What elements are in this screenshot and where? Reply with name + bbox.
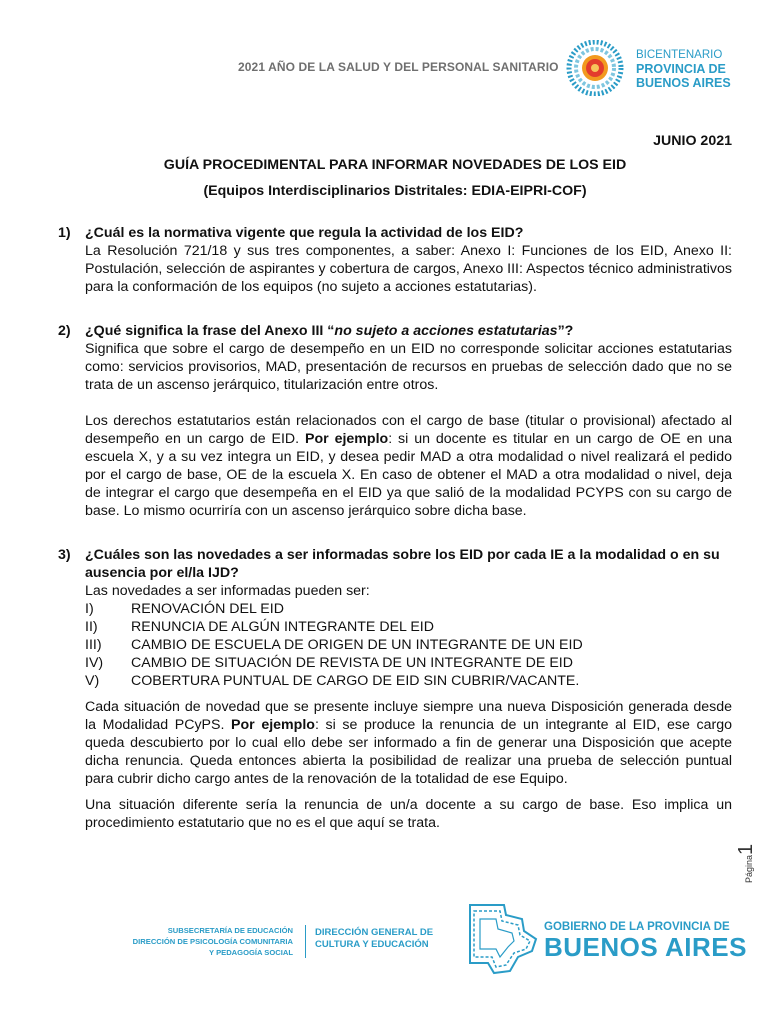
page-number [735,844,758,883]
bicentenario-logo-icon [562,40,628,96]
question-heading: ¿Cuál es la normativa vigente que regula la actividad de los EID? [85,225,524,241]
list-item-text: RENUNCIA DE ALGÚN INTEGRANTE DEL EID [131,619,434,635]
header-title: 2021 AÑO DE LA SALUD Y DEL PERSONAL SANITARIO [238,60,559,74]
list-item-number: I) [85,601,94,617]
answer-paragraph: Significa que sobre el cargo de desempeño en un EID no corresponde solicitar acciones estatutarias como: servicios provisorios, MAD, presentación de recursos en pruebas de selección dado que no se trata de un ascenso jerárquico, titularización entre otros. [85,341,732,393]
list-item [85,600,732,618]
answer-paragraph [85,412,732,520]
header-org-name [636,48,731,90]
province-map-icon [460,901,540,977]
footer-divider [305,925,306,958]
list-item-number: V) [85,673,100,689]
answer-bold-label: Por ejemplo [305,431,389,447]
question-number: 1) [58,225,71,241]
question-heading-emphasis: no sujeto a acciones estatutarias [334,323,558,339]
page-label: Página [744,854,754,883]
list-item-number: III) [85,637,102,653]
list-item-text: COBERTURA PUNTUAL DE CARGO DE EID SIN CUBRIR/VACANTE. [131,673,580,689]
answer-text: : si se produce la renuncia de un integrante al EID, ese cargo queda descubierto por lo cual ello debe ser informado a fin de generar una Disposición que acepte dicha renuncia. Queda entonces abierta la posibilidad de realizar una prueba de selección puntual para cubrir dicho cargo antes de la renovación de la totalidad de ese Equipo. [85,717,732,787]
page-header [0,0,768,110]
novedades-list [85,600,732,690]
footer-left-line3: Y PEDAGOGÍA SOCIAL [209,948,293,957]
answer-text: Cada situación de novedad que se presente incluye siempre una nueva Disposición generada desde la Modalidad PCyPS. [85,699,732,733]
list-item [85,672,732,690]
footer-gobierno [544,921,747,961]
page-footer [0,895,768,1024]
document-date: JUNIO 2021 [653,133,732,149]
list-item-number: IV) [85,655,104,671]
footer-right-line2: BUENOS AIRES [544,932,747,962]
question-1 [58,224,732,296]
answer-paragraph: Una situación diferente sería la renuncia de un/a docente a su cargo de base. Eso implica un procedimiento estatutario que no es el que aquí se trata. [85,797,732,831]
footer-direccion-general [315,927,433,951]
document-subtitle: (Equipos Interdisciplinarios Distritales: EDIA-EIPRI-COF) [203,183,587,199]
question-number: 2) [58,323,71,339]
list-item-text: CAMBIO DE SITUACIÓN DE REVISTA DE UN INTEGRANTE DE EID [131,655,573,671]
question-heading: ¿Cuáles son las novedades a ser informadas sobre los EID por cada IE a la modalidad o en su ausencia por el/la IJD? [85,547,720,581]
answer-bold-label: Por ejemplo [231,717,315,733]
document-title: GUÍA PROCEDIMENTAL PARA INFORMAR NOVEDADES DE LOS EID [163,157,627,173]
footer-mid-line1: DIRECCIÓN GENERAL DE [315,927,434,938]
header-org-line1: BICENTENARIO [636,49,723,61]
question-heading-post: ”? [557,323,574,339]
question-3 [58,546,732,832]
answer-paragraph [85,698,732,788]
document-body [58,132,732,832]
footer-left-line1: SUBSECRETARÍA DE EDUCACIÓN [167,926,293,935]
list-item-text: CAMBIO DE ESCUELA DE ORIGEN DE UN INTEGRANTE DE UN EID [131,637,583,653]
answer-text: Los derechos estatutarios están relacionados con el cargo de base (titular o provisional) afectado al desempeño en un cargo de EID. [85,413,732,447]
header-org-line3: BUENOS AIRES [636,76,731,90]
answer-text: : si un docente es titular en un cargo de OE en una escuela X, y a su vez integra un EID, y desea pedir MAD a otra modalidad o nivel realizará el pedido por el cargo de base, OE de la escuela X. En caso de obtener el MAD a otra modalidad o nivel, deja de integrar el cargo que desempeña en el EID ya que salió de la modalidad PCYPS con su cargo de base. Lo mismo ocurriría con un ascenso jerárquico sobre dicha base. [85,431,732,519]
list-item-text: RENOVACIÓN DEL EID [131,601,284,617]
answer-paragraph: La Resolución 721/18 y sus tres componentes, a saber: Anexo I: Funciones de los EID, Anexo II: Postulación, selección de aspirantes y cobertura de cargos, Anexo III: Aspectos técnico administrativos para la conformación de los equipos (no sujeto a acciones estatutarias). [85,243,732,295]
list-item [85,654,732,672]
question-number: 3) [58,547,71,563]
footer-left-line2: DIRECCIÓN DE PSICOLOGÍA COMUNITARIA [132,937,293,946]
footer-mid-line2: CULTURA Y EDUCACIÓN [315,939,429,950]
list-item [85,618,732,636]
list-item-number: II) [85,619,98,635]
footer-subsecretaria [133,925,293,958]
list-intro: Las novedades a ser informadas pueden ser: [85,583,370,599]
header-org-line2: PROVINCIA DE [636,62,726,76]
page-number-value: 1 [735,843,757,855]
footer-right-line1: GOBIERNO DE LA PROVINCIA DE [544,921,730,933]
list-item [85,636,732,654]
question-heading [85,322,732,340]
question-2 [58,322,732,520]
question-heading-pre: ¿Qué significa la frase del Anexo III “ [85,323,335,339]
